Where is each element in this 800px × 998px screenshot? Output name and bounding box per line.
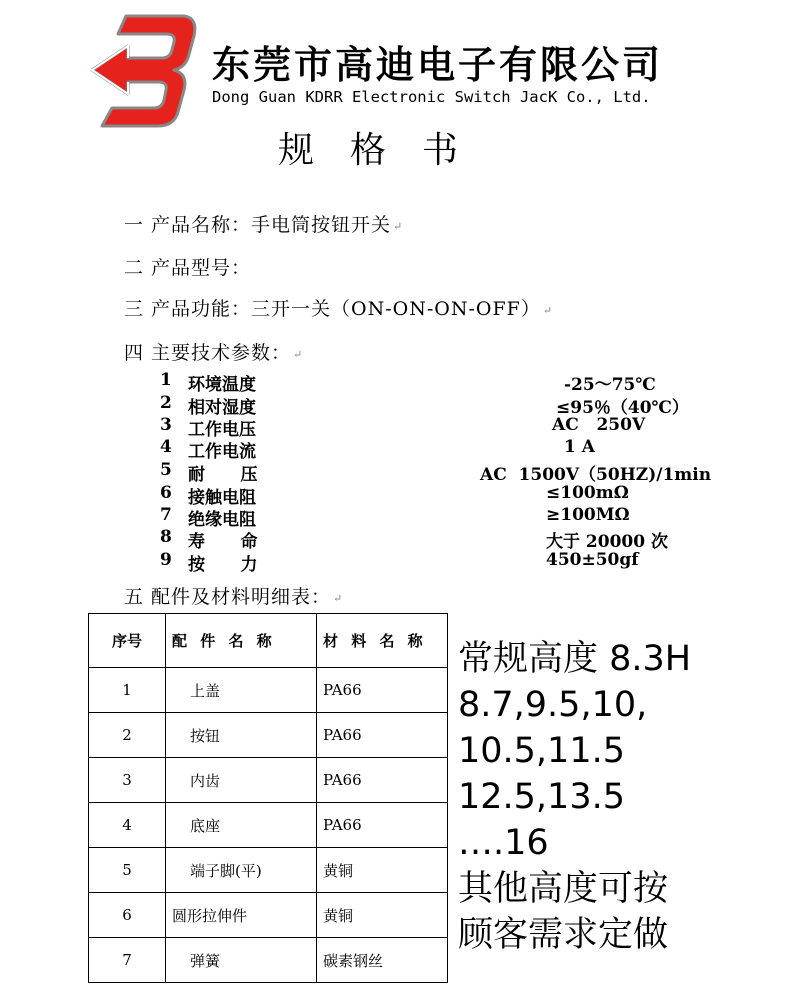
param-name: 工作电流	[188, 442, 256, 462]
section-parts-list: 五 配件及材料明细表： ↵	[124, 586, 344, 608]
section-tech-params: 四 主要技术参数： ↵	[124, 342, 304, 364]
note-line: 10.5,11.5	[458, 731, 625, 771]
table-row	[89, 758, 448, 803]
table-cell-index: 7	[89, 938, 166, 983]
param-value: AC 1500V（50HZ)/1min	[480, 465, 712, 485]
param-number: 3	[160, 415, 172, 435]
param-number: 2	[160, 393, 172, 413]
table-cell-part: 端子脚(平)	[166, 848, 317, 893]
param-number: 1	[160, 370, 172, 390]
param-value: 1 A	[564, 437, 595, 457]
table-header-cell: 材 料 名 称	[317, 614, 448, 668]
param-row	[160, 437, 720, 462]
section-product-model: 二 产品型号：	[124, 257, 252, 279]
param-row	[160, 527, 720, 552]
table-header-cell: 配 件 名 称	[166, 614, 317, 668]
param-value: 大于 20000 次	[546, 532, 668, 552]
note-line: 顾客需求定做	[458, 915, 669, 955]
param-row	[160, 505, 720, 530]
note-line: 8.7,9.5,10,	[458, 685, 648, 725]
param-name: 寿 命	[188, 532, 258, 552]
table-cell-material: PA66	[317, 713, 448, 758]
table-cell-material: PA66	[317, 758, 448, 803]
table-cell-part: 按钮	[166, 713, 317, 758]
return-mark-icon: ↵	[542, 303, 554, 317]
table-row	[89, 848, 448, 893]
param-name: 按 力	[188, 555, 258, 575]
table-row	[89, 713, 448, 758]
table-row	[89, 803, 448, 848]
height-note	[458, 636, 691, 958]
param-row	[160, 550, 720, 575]
param-number: 6	[160, 483, 172, 503]
table-cell-part: 内齿	[166, 758, 317, 803]
table-cell-material: 黄铜	[317, 848, 448, 893]
param-value: ≤100mΩ	[546, 483, 629, 503]
table-cell-part: 圆形拉伸件	[166, 893, 317, 938]
note-line: 常规高度 8.3H	[458, 639, 692, 679]
param-name: 环境温度	[188, 375, 256, 395]
company-name-cn: 东莞市高迪电子有限公司	[212, 43, 664, 87]
param-name: 相对湿度	[188, 398, 256, 418]
param-value: AC 250V	[552, 415, 646, 435]
param-value: 450±50gf	[546, 550, 639, 570]
parts-table	[88, 613, 448, 983]
table-header-row	[89, 614, 448, 668]
return-mark-icon: ↵	[393, 219, 404, 233]
note-line: ….16	[458, 823, 549, 863]
table-cell-index: 2	[89, 713, 166, 758]
table-cell-material: PA66	[317, 803, 448, 848]
return-mark-icon: ↵	[333, 591, 344, 605]
section-product-function: 三 产品功能：三开一关（ON-ON-ON-OFF） ↵	[124, 298, 554, 320]
table-header-cell: 序号	[89, 614, 166, 668]
table-cell-index: 1	[89, 668, 166, 713]
note-line: 12.5,13.5	[458, 777, 625, 817]
table-cell-material: PA66	[317, 668, 448, 713]
table-cell-part: 底座	[166, 803, 317, 848]
return-mark-icon: ↵	[293, 347, 304, 361]
table-row	[89, 893, 448, 938]
param-name: 接触电阻	[188, 488, 256, 508]
table-cell-part: 弹簧	[166, 938, 317, 983]
param-value: ≥100MΩ	[546, 505, 630, 525]
table-cell-material: 碳素钢丝	[317, 938, 448, 983]
table-cell-part: 上盖	[166, 668, 317, 713]
param-row	[160, 460, 720, 485]
table-cell-index: 5	[89, 848, 166, 893]
table-row	[89, 938, 448, 983]
param-row	[160, 370, 720, 395]
param-name: 耐 压	[188, 465, 258, 485]
param-name: 工作电压	[188, 420, 256, 440]
section-product-name: 一 产品名称：手电筒按钮开关 ↵	[124, 214, 404, 236]
note-line: 其他高度可按	[458, 869, 669, 909]
param-number: 8	[160, 527, 172, 547]
table-cell-index: 3	[89, 758, 166, 803]
table-cell-index: 4	[89, 803, 166, 848]
param-number: 9	[160, 550, 172, 570]
table-cell-material: 黄铜	[317, 893, 448, 938]
param-number: 4	[160, 437, 172, 457]
param-name: 绝缘电阻	[188, 510, 256, 530]
param-row	[160, 415, 720, 440]
param-value: ≤95％（40℃）	[556, 398, 689, 418]
company-name-en: Dong Guan KDRR Electronic Switch JacK Co., Ltd.	[212, 88, 651, 106]
param-row	[160, 483, 720, 508]
company-logo	[88, 12, 200, 130]
param-row	[160, 393, 720, 418]
param-number: 5	[160, 460, 172, 480]
param-value: -25～75℃	[564, 375, 656, 395]
table-row	[89, 668, 448, 713]
document-title: 规格书	[278, 130, 495, 171]
param-number: 7	[160, 505, 172, 525]
table-cell-index: 6	[89, 893, 166, 938]
